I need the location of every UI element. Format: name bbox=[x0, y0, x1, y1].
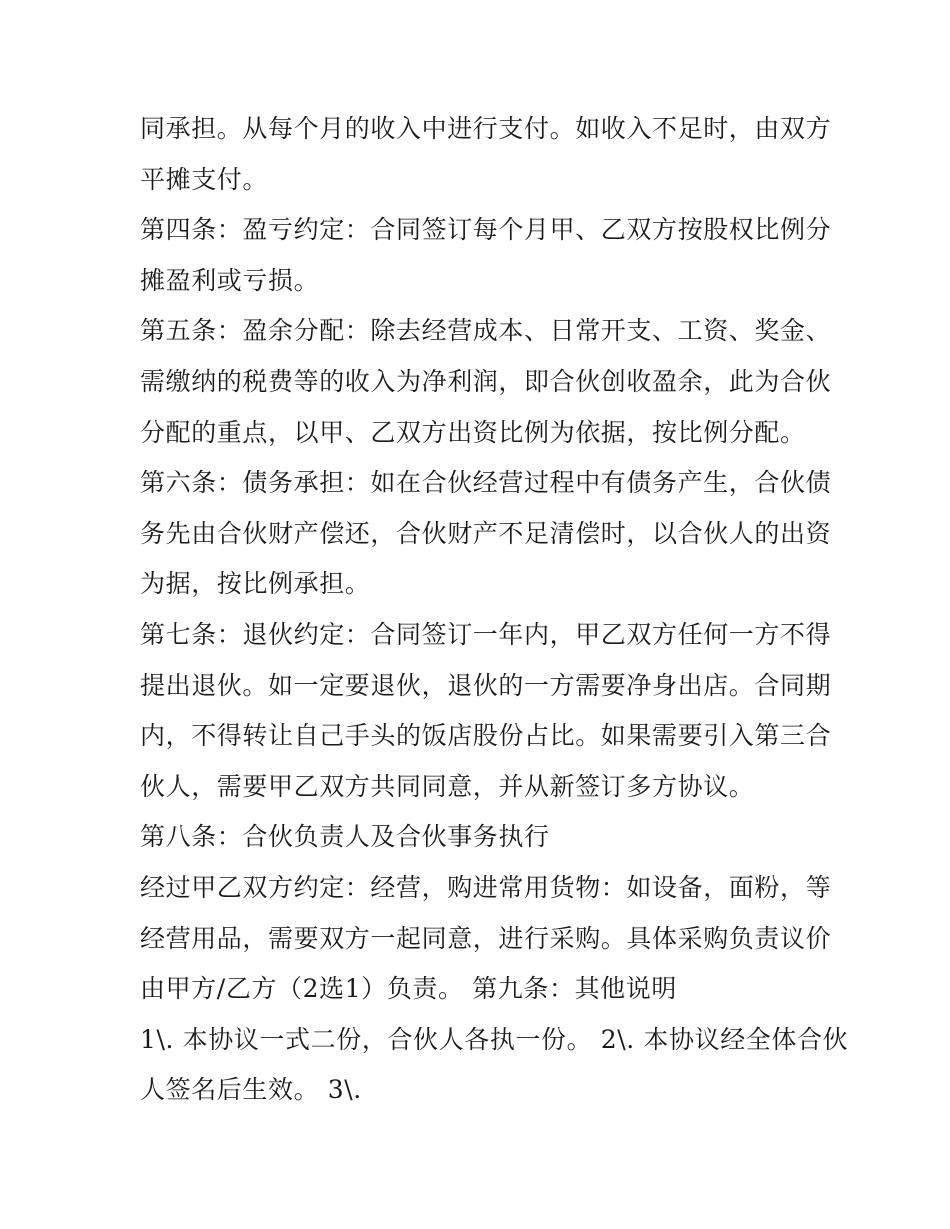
text-line: 摊盈利或亏损。 bbox=[140, 265, 320, 295]
text-line: 分配的重点，以甲、乙双方出资比例为依据，按比例分配。 bbox=[140, 417, 806, 447]
text-line: 经过甲乙双方约定：经营，购进常用货物：如设备，面粉，等 bbox=[140, 872, 832, 902]
text-line: 人签名后生效。 3\. bbox=[140, 1075, 362, 1105]
clause-5-line: 第五条：盈余分配：除去经营成本、日常开支、工资、奖金、 bbox=[140, 316, 832, 346]
clause-9-line: 由甲方/乙方（2选1）负责。 第九条：其他说明 bbox=[140, 974, 677, 1004]
text-line: 平摊支付。 bbox=[140, 164, 269, 194]
clause-6-line: 第六条：债务承担：如在合伙经营过程中有债务产生，合伙债 bbox=[140, 468, 832, 498]
text-line: 1\. 本协议一式二份，合伙人各执一份。 2\. 本协议经全体合伙 bbox=[140, 1024, 849, 1054]
text-line: 务先由合伙财产偿还，合伙财产不足清偿时，以合伙人的出资 bbox=[140, 518, 832, 548]
text-line: 提出退伙。如一定要退伙，退伙的一方需要净身出店。合同期 bbox=[140, 670, 832, 700]
text-line: 经营用品，需要双方一起同意，进行采购。具体采购负责议价 bbox=[140, 923, 832, 953]
clause-8-heading: 第八条：合伙负责人及合伙事务执行 bbox=[140, 822, 550, 852]
clause-4-line: 第四条：盈亏约定：合同签订每个月甲、乙双方按股权比例分 bbox=[140, 215, 832, 245]
text-line: 同承担。从每个月的收入中进行支付。如收入不足时，由双方 bbox=[140, 114, 832, 143]
text-line: 需缴纳的税费等的收入为净利润，即合伙创收盈余，此为合伙 bbox=[140, 366, 832, 396]
clause-7-line: 第七条：退伙约定：合同签订一年内，甲乙双方任何一方不得 bbox=[140, 619, 832, 649]
document-body bbox=[140, 104, 849, 1116]
text-line: 为据，按比例承担。 bbox=[140, 569, 371, 599]
text-line: 伙人，需要甲乙双方共同同意，并从新签订多方协议。 bbox=[140, 771, 755, 801]
text-line: 内，不得转让自己手头的饭店股份占比。如果需要引入第三合 bbox=[140, 721, 832, 751]
